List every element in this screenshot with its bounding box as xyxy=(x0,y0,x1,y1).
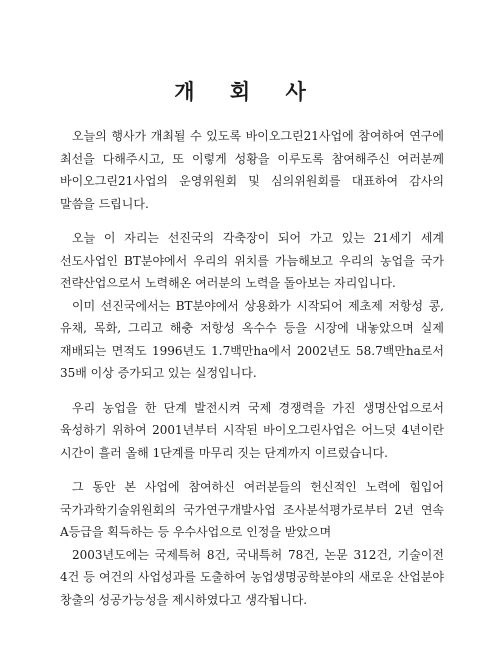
paragraph-commercialization: 이미 선진국에서는 BT분야에서 상용화가 시작되어 제초제 저항성 콩, 유채, 목화, 그리고 해충 저항성 옥수수 등을 시장에 내놓았으며 실제 재배되는 면적도 1996년도 1.7백만ha에서 2002년도 58.7백만ha로서 35배 이상 증가되고 있는 실정입니다. xyxy=(60,298,444,380)
paragraph-purpose: 오늘 이 자리는 선진국의 각축장이 되어 가고 있는 21세기 세계 선도사업인 BT분야에서 우리의 위치를 가늠해보고 우리의 농업을 국가 전략산업으로서 노력해온 여러분의 노력을 돌아보는 자리입니다. xyxy=(60,231,444,290)
document-title: 개 회 사 xyxy=(174,79,320,104)
paragraph-achievements: 2003년도에는 국제특허 8건, 국내특허 78건, 논문 312건, 기술이전 4건 등 여건의 사업성과를 도출하여 농업생명공학분야의 새로운 산업분야 창출의 성공가능성을 제시하였다고 생각됩니다. xyxy=(60,547,444,607)
document-body xyxy=(60,125,444,623)
paragraph-biogreen-history: 우리 농업을 한 단계 발전시켜 국제 경쟁력을 가진 생명산업으로서 육성하기 위하여 2001년부터 시작된 바이오그린사업은 어느덧 4년이란 시간이 흘러 올해 1단계를 마무리 짓는 단계까지 이르렀습니다. xyxy=(60,400,445,460)
paragraph-gratitude: 오늘의 행사가 개최될 수 있도록 바이오그린21사업에 참여하여 연구에 최선을 다해주시고, 또 이렇게 성황을 이루도록 참여해주신 여러분께 바이오그린21사업의 운영위원회 및 심의위원회를 대표하여 감사의 말씀을 드립니다. xyxy=(60,129,444,211)
paragraph-evaluation: 그 동안 본 사업에 참여하신 여러분들의 헌신적인 노력에 힘입어 국가과학기술위원회의 국가연구개발사업 조사분석평가로부터 2년 연속 A등급을 획득하는 등 우수사업으로 인정을 받았으며 xyxy=(60,480,444,539)
